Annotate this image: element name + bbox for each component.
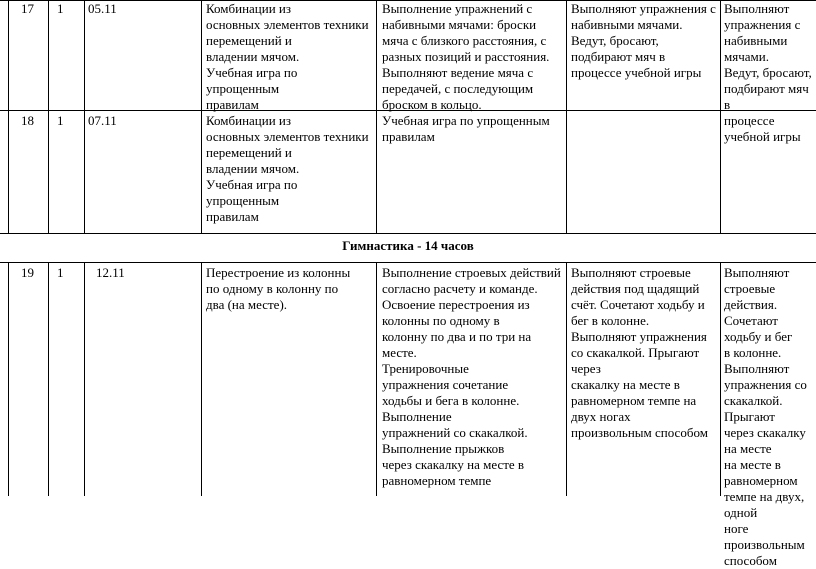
row-18-hours: 1 [57,113,64,128]
row-17-topic: Комбинации из основных элементов техники перемещений и владении мячом. Учебная игра по упрощенным правилам [206,1,369,112]
row-19-num: 19 [21,265,34,280]
row-17-hours: 1 [57,1,64,16]
section-title: Гимнастика - 14 часов [342,238,474,253]
col-divider-topic-2 [201,262,202,496]
row-17-date: 05.11 [88,1,117,16]
row-19-students-a: Выполняют строевые действия под щадящий счёт. Сочетают ходьбу и бег в колонне. Выполняют упражнения со скакалкой. Прыгают через скакалку на месте в равномерном темпе на двух ногах произвольным способом [571,265,708,440]
row-18-bottom-border [0,233,816,234]
col-divider-students-b [720,0,721,233]
col-divider-students-a-2 [566,262,567,496]
row-18-num: 18 [21,113,34,128]
row-19-topic: Перестроение из колонны по одному в колонну по два (на месте). [206,265,351,312]
col-divider-activity-2 [376,262,377,496]
row-19-activity: Выполнение строевых действий согласно расчету и команде. Освоение перестроения из колонны по одному в колонну по два и по три на месте. Тренировочные упражнения сочетание ходьбы и бега в колонне. Выполнение упражнений со скакалкой. Выполнение прыжков через скакалку на месте в равномерном темпе [382,265,561,488]
col-divider-students-b-2 [720,262,721,496]
row-19-students-b: Выполняют строевые действия. Сочетают ходьбу и бег в колонне. Выполняют упражнения со скакалкой. Прыгают через скакалку на месте на месте в равномерном темпе на двух, одной ноге произвольным способом [724,265,807,568]
rows-17-18-students-b: Выполняют упражнения с набивными мячами. Ведут, бросают, подбирают мяч в процессе учебной игры [724,1,812,144]
row-19-date: 12.11 [96,265,125,280]
col-divider-date-2 [84,262,85,496]
row-18-date: 07.11 [88,113,117,128]
col-divider-date [84,0,85,233]
section-bottom-border [0,262,816,263]
col-divider-topic [201,0,202,233]
rows-17-18-activity: Выполнение упражнений с набивными мячами: броски мяча с близкого расстояния, с разных позиций и расстояния. Выполняют ведение мяча с передачей, с последующим броском в кольцо. Учебная игра по упрощенным правилам [382,1,550,144]
col-divider-hours [48,0,49,233]
table-left-border-2 [8,262,9,496]
row-17-num: 17 [21,1,34,16]
table-left-border [8,0,9,233]
col-divider-students-a [566,0,567,233]
rows-17-18-students-a: Выполняют упражнения с набивными мячами. Ведут, бросают, подбирают мяч в процессе учебной игры [571,1,716,80]
col-divider-activity [376,0,377,233]
row-18-topic: Комбинации из основных элементов техники перемещений и владении мячом. Учебная игра по упрощенным правилам [206,113,369,224]
col-divider-hours-2 [48,262,49,496]
row-19-hours: 1 [57,265,64,280]
